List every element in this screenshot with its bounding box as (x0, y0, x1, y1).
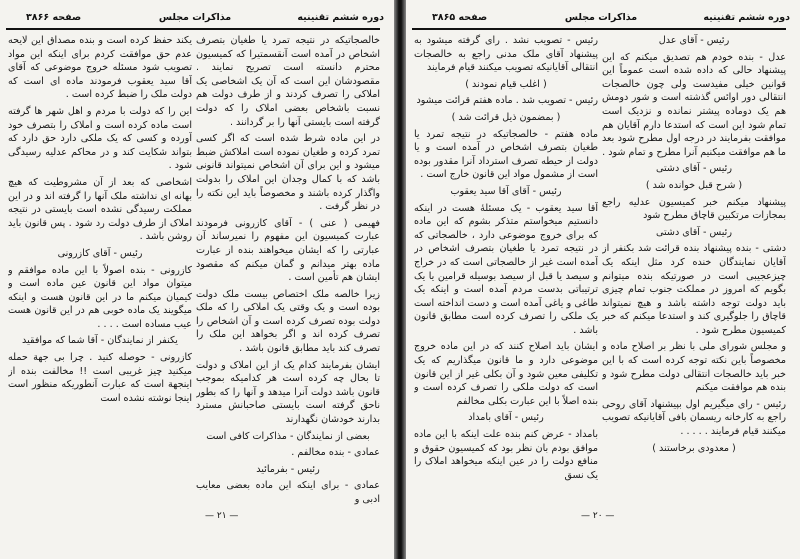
header-title: مذاکرات مجلس (158, 12, 232, 23)
folio: — ۲۰ — (581, 511, 615, 521)
paragraph: رئیس - آقای آقا سید یعقوب (450, 185, 562, 197)
page-number: صفحه ۳۸۶۶ (26, 12, 82, 23)
header-rule (6, 28, 380, 30)
paragraph: زیرا خالصه ملک اختصاص بیست ملک دولت بوده است و یک وقتی یک املاکی را که ملک دولت بوده تصرف کرده است و آن اشخاص را تصرف کرده اند و اگر بخواهد این ملک را تصرف کند باید مطابق قانون باشد . (196, 288, 380, 355)
page-number: صفحه ۳۸۶۵ (432, 12, 488, 23)
paragraph: رئیس - بفرمائید (256, 463, 320, 475)
paragraph: ( اغلب قیام نمودند ) (465, 78, 547, 90)
paragraph: اشخاصی که بعد از آن مشروطیت که هیچ بهانه ای نداشته ملک آنها را گرفته اند و در این مملکت رسیدگی نشده است بایستی در نتیجه املاک از طرف دولت رد شود . پس قانون باید روشن باشد . (8, 176, 192, 243)
paragraph: رئیس - تصویب نشد . رای گرفته میشود به پیشنهاد آقای ملک مدنی راجع به خالصجات انتقالی آقایانیکه تصویب میکنند قیام فرمایند (414, 35, 598, 74)
paragraph: ایشان بفرمایند کدام یک از این املاک و دولت تا بحال چه کرده است هر کدامیکه بموجب قانون باشد دولت آنرا میدهد و آنها را که بطور ناحق گرفته است بایستی صاحبانش مسترد بدارند خودشان نگهدارند (196, 359, 380, 426)
text-column-left (414, 34, 598, 509)
text-column-right (196, 34, 380, 509)
header-rule (412, 28, 786, 30)
paragraph: عدل - بنده خودم هم تصدیق میکنم که این پیشنهاد حالی که داده شده است عموماً این قوانین خیلی مفیدست ولی چون خالصجات انتقالی دور اوائس گذشته است و شور دومش هم یک دوماده پیشتر نمانده و نزدیک است تمام شود این است که استدعا دارم آقایان هم موافقت بفرمایند در درجه اول مطرح شود بعد ما هم موافقت میکنیم آنرا مطرح و تمام شود . (602, 51, 786, 158)
text-column-left (8, 34, 192, 509)
paragraph: کازرونی - بنده اصولاً با این ماده موافقم و میتوان مواد این قانون عین ماده است و کیمیان میکنم ما در این قانون هست و اینکه میگویند یک ماده خوبی هم در این قانون هست عیب مساده است . . . . (8, 264, 192, 330)
session-label: دوره ششم تقنینیه (297, 12, 384, 23)
paragraph: عمادی - برای اینکه این ماده بعضی معایب ادبی و (196, 480, 380, 505)
paragraph: ( معدودی برخاستند ) (652, 442, 736, 454)
paragraph: رئیس - آقای دشتی (656, 163, 732, 175)
paragraph: یکنفر از نمایندگان - آقا شما که موافقید (22, 335, 178, 347)
left-page (0, 0, 394, 559)
paragraph: یکند حفظ کرده است و بنده مصداق این لایحه عدم حق موافقت کردم برای اینکه این مواد تصویب شود مسئله خروج موضوعی که آقای آقا سید یعقوب فرمودند ماده ای است که دولت ملک را ضبط کرده است . (8, 35, 192, 101)
paragraph: در این ماده شرط شده است که اگر کسی تمرد کرده و طغیان نموده است املاکش ضبط میشود و این برای آن اشخاص نمیتواند قانونی باشد که با کمال وجدان این املاک را بدولت واگذار کرده باشند و مخصوصاً باید این نکته را در نظر گرفت . (196, 133, 380, 213)
paragraph: بعضی از نمایندگان - مذاکرات کافی است (206, 430, 370, 442)
paragraph: ( بمضمون ذیل قرائت شد ) (451, 111, 561, 123)
paragraph: و مجلس شورای ملی با نظر بر اصلاح ماده و مخصوصاً باین نکته توجه کرده است که با این خبر باید خالصجات انتقالی دولت مطرح شود و بنده هم موافقت میکنم (602, 341, 786, 394)
paragraph: بامداد - عرض کنم بنده علت اینکه با این ماده موافق بودم بان نظر بود که کمیسیون حقوق و منافع دولت را در عین اینکه میخواهد املاک را یک نسق (414, 429, 598, 481)
paragraph: رئیس - آقای عدل (658, 35, 730, 46)
text-column-right (602, 34, 786, 509)
paragraph: پیشنهاد میکنم خبر کمیسیون عدلیه راجع بمجازات مرتکبین قاچاق مطرح شود (602, 196, 786, 222)
paragraph: این را که دولت با مردم و اهل شهر ها گرفته است ماده کرده است و املاک را بتصرف خود آورده و کسی که یک ملکی دارد حق دارد که بتواند شکایت کند و در محاکم عدلیه رسیدگی شود . (8, 105, 192, 172)
paragraph: عمادی - بنده مخالفم . (291, 447, 380, 459)
paragraph: آقا سید یعقوب - یک مسئلهٔ هست در اینکه دانستیم میخواستم متذکر بشوم که این ماده که برای خروج موضوعی دارد ، خالصجاتی که در نتیجه تمرد یا طغیان بتصرف اشخاص در آمده است غیر از خالصجاتی است که در خراج و سیصد یا قبل از سیصد بوسیله قرامین یا یک ترتیباتی بدست مردم آمده است و اینکه یک طاغی و یاغی آمده است و دست انداخته است یک ملکی را تصرف کرده است مطابق قانون باشد . (414, 202, 598, 336)
paragraph: رئیس - آقای بامداد (468, 412, 544, 424)
book-gutter (394, 0, 406, 559)
paragraph: ( شرح قبل خوانده شد ) (645, 179, 743, 191)
page-header (412, 12, 790, 26)
session-label: دوره ششم تقنینیه (703, 12, 790, 23)
paragraph: فهیمی ( عنی ) - آقای کازرونی فرمودند عبارت کمیسیون این مفهوم را نمیرساند آن عبارتی را که ایشان میخواهند بنده از عبارت ماده بهتر میدانم و گمان میکنم که مقصود ایشان هم تأمین است . (196, 217, 380, 284)
folio: — ۲۱ — (205, 511, 239, 521)
page-header (6, 12, 384, 26)
paragraph: کازرونی - حوصله کنید . چرا بی جهة حمله میکنید چیز غریبی است !! مخالفت بنده از اینجهة است که عبارت آنطوریکه منظور است اینجا نوشته نشده است (8, 352, 192, 404)
header-title: مذاکرات مجلس (564, 12, 638, 23)
paragraph: ایشان باید اصلاح کنند که در این ماده خروج موضوعی دارد و ما قانون میگذاریم که یک تکلیفی معین شود و آن بکلی غیر از این قانون است که دولت ملکی را تصرف کرده است و بنده اصلاً با این عبارت بکلی مخالفم (414, 341, 598, 407)
paragraph: خالصجاتیکه در نتیجه تمرد یا طغیان بتصرف اشخاص در آمده است آنقسمتیرا که کمیسیون محترم دانسته است تصریح نمایند . مقصودشان این است که آن یک اشخاصی یک املاکی را تصرف کردند و از طرف دولت هم نسبت باشخاص بعضی املاک را که دولت گرفته است بایستی آنها را بر گردانند . (196, 35, 380, 128)
paragraph: رئیس - آقای کازرونی (57, 247, 143, 259)
right-page (406, 0, 800, 559)
paragraph: رئیس - آقای دشتی (656, 226, 732, 238)
paragraph: دشتی - بنده پیشنهاد بنده قرائت شد بکنفر از آقایان نمایندگان خنده کرد مثل اینکه یک چیزعجیبی است در صورتیکه بنده میتوانم بگویم که امروز در مملکت جنوب تمام چیزی باید دولت توجه داشته باشد و هیچ نمیتواند قاچاق را جلوگیری کند و استدعا میکنم که خبر کمیسیون مطرح شود . (602, 243, 786, 336)
paragraph: ماده هفتم - خالصجاتیکه در نتیجه تمرد یا طغیان بتصرف اشخاص در آمده است و یا دولت از حیطه تصرف استرداد آنرا مقدور بوده است از مشمول مواد این قانون خارج است . (414, 128, 598, 181)
paragraph: رئیس - رای میگیریم اول بپیشنهاد آقای روحی راجع به کارخانه ریسمان بافی آقایانیکه تصویب میکنند قیام فرمایند . . . . . (602, 398, 786, 438)
paragraph: رئیس - تصویب شد . ماده هفتم قرائت میشود (416, 95, 598, 107)
